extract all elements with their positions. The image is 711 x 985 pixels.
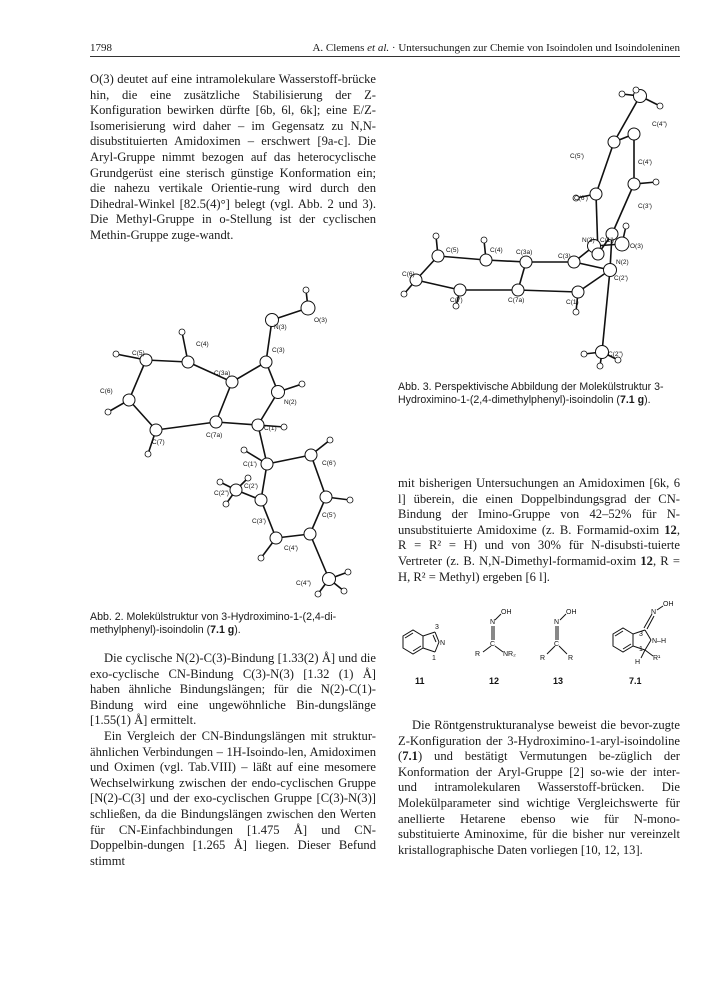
label-c4p: C(4')	[284, 545, 298, 552]
compound-number-13: 13	[553, 676, 564, 686]
paragraph	[398, 718, 680, 858]
label-n2: N(2)	[616, 259, 629, 266]
label-c3: C(3)	[558, 253, 571, 260]
label-c4: C(4)	[490, 247, 503, 254]
text-run: ) und bestätigt Vermutungen be-züglich der Konformation der Aryl-Gruppe [2] so-wie der inter- und intramolekularen Wasserstoff-brücken. Die Molekülparameter sind wichtige Vergleichswerte für anellierte Hetarene ebenso wie für N-mono-substituierte Aminoxime, für die bisher nur vereinzelt kristallographische Daten vorliegen [10, 12, 13].	[398, 749, 680, 857]
scheme-12-c: C	[490, 641, 496, 648]
compound-number-12: 12	[489, 676, 500, 686]
running-head-title: · Untersuchungen zur Chemie von Isoindolen und Isoindoleninen	[389, 42, 680, 54]
scheme-7-1-h: H	[635, 659, 641, 666]
running-head	[312, 42, 680, 54]
text-run: mit bisherigen Untersuchungen an Amidoximen [6k, 6 l] überein, die einen Doppelbindungsgrad der CN-Bindung der Imino-Gruppe von 42–52% für N-unsubstituierte Amidoxime (z. B. Formamid-oxim	[398, 476, 680, 537]
running-head-authors: A. Clemens	[312, 42, 368, 54]
label-c4pp: C(4")	[652, 121, 667, 128]
label-c1p: C(1')	[600, 237, 614, 244]
caption-text: Abb. 2. Molekülstruktur von 3-Hydroximino-1-(2,4-di-methylphenyl)-isoindolin (	[90, 611, 337, 636]
scheme-13-n: N	[554, 619, 560, 626]
label-c3a: C(3a)	[516, 249, 533, 256]
caption-compound: 7.1 g	[619, 393, 645, 406]
label-c4p: C(4')	[638, 159, 652, 166]
label-c5: C(5)	[446, 247, 459, 254]
scheme-12-n: N	[490, 619, 496, 626]
label-c6p: C(6')	[322, 460, 336, 467]
fig2-hydrogens	[105, 287, 353, 597]
compound-number-7-1: 7.1	[629, 676, 642, 686]
scheme-7-1-pos3: 3	[639, 631, 643, 638]
label-n3: N(3)	[582, 237, 595, 244]
running-head-etal: et al.	[367, 42, 390, 54]
text-run: , R = R² = H) und von 30% für N-disubsti-tuierte Vertreter (z. B. N,N-Dimethyl-formamid-oxim	[398, 522, 680, 568]
label-c1p: C(1')	[243, 461, 257, 468]
text-run: , R = H, R² = Methyl) ergeben [6 l].	[398, 553, 680, 584]
label-o3: O(3)	[630, 243, 643, 250]
label-c6p: C(6')	[574, 195, 588, 202]
figure-2-molecular-structure	[96, 282, 364, 604]
label-n3: N(3)	[274, 324, 287, 331]
scheme-13-oh: OH	[566, 609, 577, 616]
label-c7a: C(7a)	[508, 297, 525, 304]
label-c2pp: C(2")	[214, 490, 229, 497]
label-c4: C(4)	[196, 341, 209, 348]
scheme-7-1-oh: OH	[663, 601, 674, 608]
scheme-7-1-r1: R¹	[653, 655, 661, 662]
scheme-11-pos3: 3	[435, 624, 439, 631]
scheme-13-c: C	[554, 641, 560, 648]
label-c7: C(7)	[450, 297, 463, 304]
fig2-bonds	[108, 290, 350, 594]
scheme-12-r: R	[475, 651, 481, 658]
label-c5p: C(5')	[570, 153, 584, 160]
scheme-12-nr2: NR₂	[503, 651, 516, 658]
scheme-11-n: N	[440, 640, 446, 647]
scheme-11	[403, 630, 439, 654]
paragraph: Die cyclische N(2)-C(3)-Bindung [1.33(2) Å] und die exo-cyclische CN-Bindung C(3)-N(3) [1.32 (1) Å] haben ähnliche Bindungslängen; für die N(2)-C(1)-Bindung wird eine ungewöhnliche Bin-dungslänge [1.55(1) Å] ermittelt.	[90, 651, 376, 728]
caption-compound: 7.1 g	[210, 623, 235, 636]
compound-ref: 12	[640, 553, 653, 568]
scheme-7-1-pos1: 1	[639, 646, 643, 653]
scheme-11-pos1: 1	[432, 655, 436, 662]
label-c6: C(6)	[100, 388, 113, 395]
label-c2pp: C(2")	[608, 351, 623, 358]
label-c2p: C(2')	[614, 275, 628, 282]
compound-schemes	[395, 596, 685, 696]
paragraph: O(3) deutet auf eine intramolekulare Wasserstoff-brücke hin, die eine zusätzliche Stabilisierung der Z-Konfiguration bewirken dürfte [6b, 6l, 6k]; eine E/Z-Isomerisierung wird daher – im Gegensatz zu N,N-disubstituierten Amidoximen – erschwert [9a-c]. Die Aryl-Gruppe nimmt bezogen auf das heterocyclische Grundgerüst eine sterisch günstige Konformation ein; die nahezu vertikale Orientie-rung wird durch den Dihedral-Winkel [82.5(4)°] belegt (vgl. Abb. 2 und 3). Die Methyl-Gruppe in o-Stellung ist der cyclischen Methin-Gruppe zuge-wandt.	[90, 72, 376, 242]
figure-2-caption	[90, 611, 376, 636]
fig3-hydrogens	[401, 87, 663, 369]
scheme-7-1-n: N	[651, 609, 657, 616]
label-c6: C(6)	[402, 271, 415, 278]
figure-3-perspective-structure	[398, 84, 682, 374]
scheme-13-r1: R	[540, 655, 546, 662]
paragraph	[398, 476, 680, 585]
label-c2p: C(2')	[244, 483, 258, 490]
scheme-13-r2: R	[568, 655, 574, 662]
compound-ref: 7.1	[402, 749, 418, 764]
page-number: 1798	[90, 42, 112, 54]
right-column-mid-text	[398, 476, 680, 585]
running-header	[90, 42, 680, 57]
compound-number-11: 11	[415, 676, 425, 686]
caption-end: ).	[234, 623, 241, 636]
caption-text: Abb. 3. Perspektivische Abbildung der Molekülstruktur 3-Hydroximino-1-(2,4-dimethylphenyl)-isoindolin (	[398, 381, 664, 406]
label-c7a: C(7a)	[206, 432, 223, 439]
label-c1: C(1)	[264, 425, 277, 432]
label-c3p: C(3')	[638, 203, 652, 210]
figure-3-caption	[398, 381, 680, 406]
fig3-bonds	[404, 90, 660, 366]
fig3-atoms	[410, 90, 647, 359]
label-c4pp: C(4")	[296, 580, 311, 587]
label-c5p: C(5')	[322, 512, 336, 519]
left-column-bottom-text	[90, 651, 376, 869]
paragraph: Ein Vergleich der CN-Bindungslängen mit struktur-ähnlichen Verbindungen – 1H-Isoindo-len, Amidoximen und Oximen (vgl. Tab.VIII) – läßt auf eine mesomere Wechselwirkung zwischen der endo-cyclischen Gruppe [N(2)-C(3] und der exo-cyclischen Gruppe [C(3)-N(3)] schließen, da die Bindungslängen zwischen den Werten für CN-Einfachbindungen [1.475 Å] und CN-Doppelbin-dungen [1.265 Å] liegen. Dieser Befund stimmt	[90, 728, 376, 868]
label-c3p: C(3')	[252, 518, 266, 525]
right-column-bottom-text	[398, 718, 680, 858]
scheme-7-1-nh: N–H	[652, 638, 667, 645]
compound-ref: 12	[664, 522, 677, 537]
label-o3: O(3)	[314, 317, 327, 324]
text-run: Die Röntgenstrukturanalyse beweist die bevor-zugte Z-Konfiguration der 3-Hydroximino-1-aryl-isoindoline (	[398, 718, 680, 764]
label-c1: C(1)	[566, 299, 579, 306]
left-column-top-text	[90, 72, 376, 244]
label-n2: N(2)	[284, 399, 297, 406]
label-c3: C(3)	[272, 347, 285, 354]
caption-end: ).	[644, 393, 651, 406]
label-c5: C(5)	[132, 350, 145, 357]
label-c3a: C(3a)	[214, 370, 231, 377]
label-c7: C(7)	[152, 439, 165, 446]
scheme-12-oh: OH	[501, 609, 512, 616]
